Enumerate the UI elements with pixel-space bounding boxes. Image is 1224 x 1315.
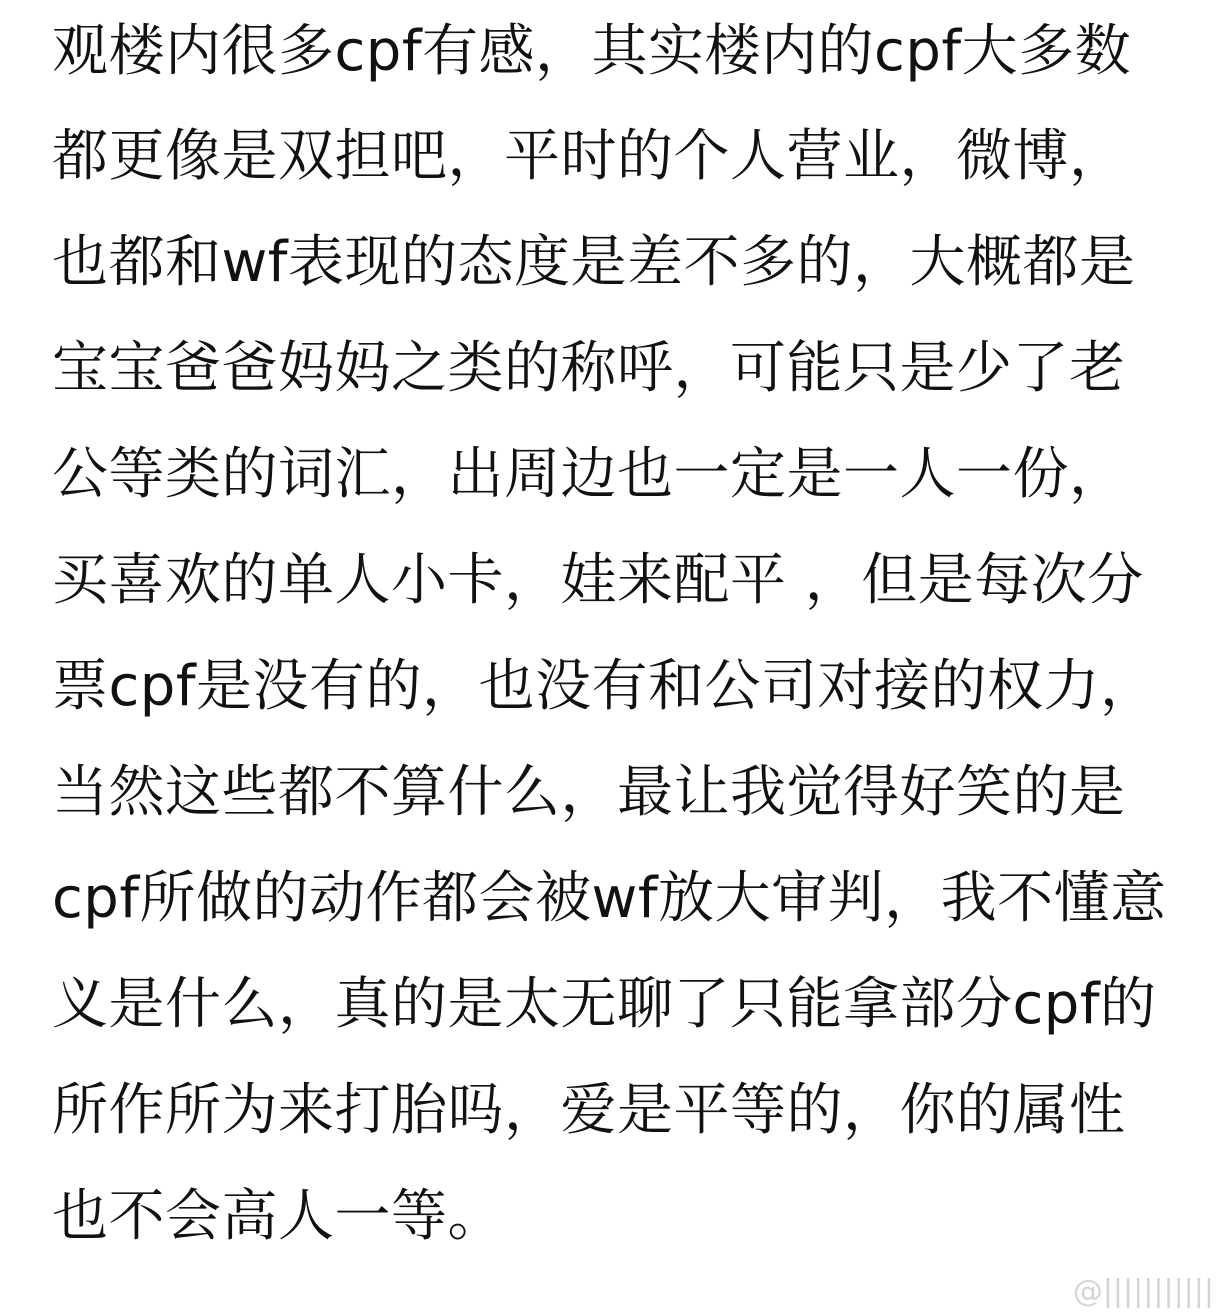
post-text-line-1: 观楼内很多cpf有感，其实楼内的cpf大多数 — [52, 19, 1132, 84]
post-text-line-11: 所作所为来打胎吗，爱是平等的，你的属性 — [52, 1078, 1126, 1143]
watermark: @||||||||||| — [1072, 1274, 1214, 1309]
post-text-line-4: 宝宝爸爸妈妈之类的称呼，可能只是少了老 — [52, 336, 1126, 401]
post-text-line-6: 买喜欢的单人小卡，娃来配平 ，但是每次分 — [52, 548, 1144, 613]
post-text-line-7: 票cpf是没有的，也没有和公司对接的权力， — [52, 654, 1157, 719]
post-text-line-2: 都更像是双担吧，平时的个人营业，微博， — [52, 124, 1126, 189]
post-text-line-3: 也都和wf表现的态度是差不多的，大概都是 — [52, 230, 1136, 295]
post-text-line-9: cpf所做的动作都会被wf放大审判，我不懂意 — [52, 866, 1167, 931]
post-text-line-10: 义是什么，真的是太无聊了只能拿部分cpf的 — [52, 972, 1157, 1037]
post-text-line-12: 也不会高人一等。 — [52, 1184, 504, 1249]
post-text-line-5: 公等类的词汇，出周边也一定是一人一份， — [52, 442, 1126, 507]
post-text-line-8: 当然这些都不算什么，最让我觉得好笑的是 — [52, 760, 1126, 825]
